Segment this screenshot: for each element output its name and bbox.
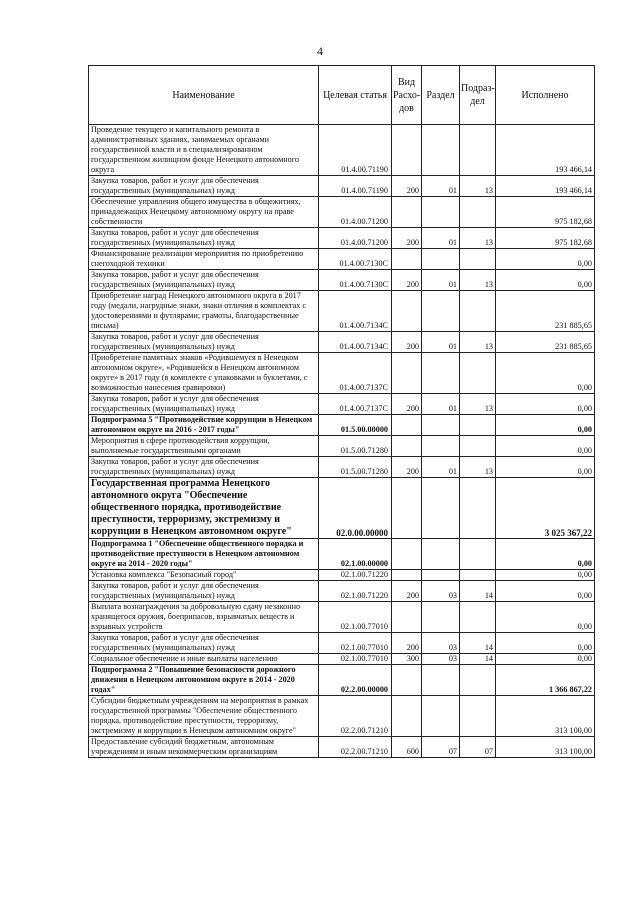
cell-name: Мероприятия в сфере противодействия коррупции, выполняемые государственными органами	[89, 436, 319, 457]
cell-name: Закупка товаров, работ и услуг для обеспечения государственных (муниципальных) нужд	[89, 581, 319, 602]
header-name: Наименование	[89, 66, 319, 125]
cell-executed: 313 100,00	[496, 696, 595, 737]
cell-executed: 3 025 367,22	[496, 478, 595, 539]
cell-name: Субсидии бюджетным учреждениям на мероприятия в рамках государственной программы "Обеспечение общественного порядка, противодействие преступности, терроризму, экстремизму и коррупции в Ненецком автономном округе"	[89, 696, 319, 737]
cell-article: 02.1.00.00000	[319, 539, 392, 570]
header-article: Целевая статья	[319, 66, 392, 125]
cell-article: 01.4.00.71190	[319, 125, 392, 176]
cell-article: 01.5.00.71280	[319, 436, 392, 457]
cell-section	[422, 353, 460, 394]
cell-expense-type	[392, 539, 422, 570]
cell-name: Подпрограмма 2 "Повышение безопасности дорожного движения в Ненецком автономном округе в 2014 - 2020 годах"	[89, 665, 319, 696]
cell-article: 01.4.00.71200	[319, 228, 392, 249]
header-subsection: Подраз- дел	[460, 66, 496, 125]
cell-subsection: 13	[460, 457, 496, 478]
cell-section	[422, 436, 460, 457]
cell-name: Финансирование реализации мероприятия по приобретению снегоходной техники	[89, 249, 319, 270]
cell-section: 01	[422, 394, 460, 415]
cell-executed: 0,00	[496, 457, 595, 478]
cell-subsection	[460, 478, 496, 539]
cell-subsection	[460, 570, 496, 581]
cell-article: 02.1.00.77010	[319, 633, 392, 654]
cell-expense-type: 200	[392, 332, 422, 353]
cell-name: Приобретение памятных знаков «Родившемуся в Ненецком автономном округе», «Родившейся в Ненецком автономном округе» в 2017 году (в комплекте с упаковками и буклетами, с возможностью нанесения гравировки)	[89, 353, 319, 394]
cell-name: Проведение текущего и капитального ремонта в административных зданиях, занимаемых органами государственной власти и в специализированном государственном жилищном фонде Ненецкого автономного округа	[89, 125, 319, 176]
cell-section	[422, 570, 460, 581]
cell-subsection: 13	[460, 394, 496, 415]
cell-article: 02.2.00.71210	[319, 696, 392, 737]
cell-subsection: 13	[460, 228, 496, 249]
cell-expense-type: 200	[392, 394, 422, 415]
cell-section	[422, 539, 460, 570]
cell-executed: 0,00	[496, 602, 595, 633]
cell-section	[422, 125, 460, 176]
cell-article: 01.5.00.71280	[319, 457, 392, 478]
cell-expense-type	[392, 665, 422, 696]
cell-subsection: 13	[460, 332, 496, 353]
cell-section: 01	[422, 457, 460, 478]
cell-section	[422, 478, 460, 539]
cell-expense-type	[392, 125, 422, 176]
cell-subsection	[460, 539, 496, 570]
cell-section	[422, 665, 460, 696]
table-row	[89, 270, 595, 291]
cell-executed: 0,00	[496, 633, 595, 654]
cell-executed: 1 366 867,22	[496, 665, 595, 696]
table-row	[89, 570, 595, 581]
cell-article: 01.4.00.7134С	[319, 291, 392, 332]
cell-section	[422, 415, 460, 436]
cell-executed: 0,00	[496, 353, 595, 394]
cell-executed: 231 885,65	[496, 291, 595, 332]
cell-name: Закупка товаров, работ и услуг для обеспечения государственных (муниципальных) нужд	[89, 633, 319, 654]
cell-executed: 975 182,68	[496, 228, 595, 249]
cell-section: 01	[422, 176, 460, 197]
table-row	[89, 654, 595, 665]
table-row	[89, 176, 595, 197]
cell-article: 02.1.00.77010	[319, 602, 392, 633]
cell-executed: 0,00	[496, 436, 595, 457]
cell-section	[422, 696, 460, 737]
cell-article: 01.4.00.71190	[319, 176, 392, 197]
cell-expense-type: 200	[392, 581, 422, 602]
cell-section	[422, 197, 460, 228]
table-row	[89, 249, 595, 270]
cell-executed: 0,00	[496, 249, 595, 270]
cell-expense-type	[392, 249, 422, 270]
cell-name: Установка комплекса "Безопасный город"	[89, 570, 319, 581]
cell-subsection: 14	[460, 633, 496, 654]
table-row	[89, 394, 595, 415]
cell-executed: 231 885,65	[496, 332, 595, 353]
cell-name: Выплата вознаграждения за добровольную сдачу незаконно хранящегося оружия, боеприпасов, взрывчатых веществ и взрывных устройств	[89, 602, 319, 633]
cell-executed: 0,00	[496, 270, 595, 291]
cell-article: 01.4.00.7137С	[319, 394, 392, 415]
cell-expense-type	[392, 602, 422, 633]
cell-expense-type: 300	[392, 654, 422, 665]
cell-subsection	[460, 197, 496, 228]
cell-expense-type: 200	[392, 457, 422, 478]
cell-subsection	[460, 353, 496, 394]
cell-subsection	[460, 696, 496, 737]
cell-executed: 313 100,00	[496, 737, 595, 758]
table-row	[89, 332, 595, 353]
cell-executed: 0,00	[496, 570, 595, 581]
cell-section: 01	[422, 332, 460, 353]
cell-expense-type	[392, 436, 422, 457]
table-row	[89, 665, 595, 696]
table-row	[89, 581, 595, 602]
table-row	[89, 228, 595, 249]
cell-expense-type: 600	[392, 737, 422, 758]
cell-name: Закупка товаров, работ и услуг для обеспечения государственных (муниципальных) нужд	[89, 457, 319, 478]
cell-subsection: 14	[460, 654, 496, 665]
cell-executed: 0,00	[496, 415, 595, 436]
cell-article: 01.4.00.7137С	[319, 353, 392, 394]
table-row	[89, 737, 595, 758]
cell-name: Закупка товаров, работ и услуг для обеспечения государственных (муниципальных) нужд	[89, 394, 319, 415]
budget-table	[88, 65, 595, 758]
cell-expense-type	[392, 570, 422, 581]
cell-section: 03	[422, 581, 460, 602]
cell-article: 01.4.00.7130С	[319, 249, 392, 270]
cell-executed: 0,00	[496, 539, 595, 570]
table-row	[89, 436, 595, 457]
header-expense-type: Вид Расхо- дов	[392, 66, 422, 125]
table-row	[89, 197, 595, 228]
cell-expense-type	[392, 478, 422, 539]
header-executed: Исполнено	[496, 66, 595, 125]
cell-subsection	[460, 415, 496, 436]
cell-section: 07	[422, 737, 460, 758]
cell-name: Закупка товаров, работ и услуг для обеспечения государственных (муниципальных) нужд	[89, 228, 319, 249]
cell-article: 02.0.00.00000	[319, 478, 392, 539]
cell-expense-type	[392, 197, 422, 228]
cell-section	[422, 602, 460, 633]
table-row	[89, 353, 595, 394]
table-header-row	[89, 66, 595, 125]
cell-name: Закупка товаров, работ и услуг для обеспечения государственных (муниципальных) нужд	[89, 270, 319, 291]
cell-subsection	[460, 125, 496, 176]
cell-subsection	[460, 665, 496, 696]
cell-subsection	[460, 249, 496, 270]
cell-article: 02.2.00.00000	[319, 665, 392, 696]
cell-section: 01	[422, 270, 460, 291]
cell-executed: 975 182,68	[496, 197, 595, 228]
header-section: Раздел	[422, 66, 460, 125]
cell-subsection	[460, 602, 496, 633]
cell-subsection	[460, 436, 496, 457]
cell-subsection: 13	[460, 176, 496, 197]
cell-article: 01.4.00.7130С	[319, 270, 392, 291]
table-row	[89, 415, 595, 436]
cell-expense-type: 200	[392, 176, 422, 197]
cell-name: Закупка товаров, работ и услуг для обеспечения государственных (муниципальных) нужд	[89, 332, 319, 353]
cell-expense-type	[392, 696, 422, 737]
cell-subsection: 07	[460, 737, 496, 758]
cell-expense-type	[392, 415, 422, 436]
cell-executed: 193 466,14	[496, 176, 595, 197]
cell-subsection: 13	[460, 270, 496, 291]
table-row	[89, 478, 595, 539]
cell-section: 03	[422, 654, 460, 665]
cell-article: 01.4.00.7134С	[319, 332, 392, 353]
table-row	[89, 633, 595, 654]
cell-section: 01	[422, 228, 460, 249]
cell-section: 03	[422, 633, 460, 654]
cell-expense-type: 200	[392, 633, 422, 654]
cell-expense-type: 200	[392, 270, 422, 291]
table-row	[89, 457, 595, 478]
cell-executed: 193 466,14	[496, 125, 595, 176]
cell-executed: 0,00	[496, 654, 595, 665]
table-row	[89, 291, 595, 332]
cell-article: 02.1.00.77010	[319, 654, 392, 665]
cell-name: Закупка товаров, работ и услуг для обеспечения государственных (муниципальных) нужд	[89, 176, 319, 197]
cell-name: Подпрограмма 1 "Обеспечение общественного порядка и противодействие преступности в Ненецком автономном округе на 2014 - 2020 годы"	[89, 539, 319, 570]
cell-expense-type: 200	[392, 228, 422, 249]
cell-name: Обеспечение управления общего имущества в общежитиях, принадлежащих Ненецкому автономному округу на праве собственности	[89, 197, 319, 228]
cell-name: Социальное обеспечение и иные выплаты населению	[89, 654, 319, 665]
table-row	[89, 602, 595, 633]
cell-article: 01.4.00.71200	[319, 197, 392, 228]
cell-executed: 0,00	[496, 394, 595, 415]
cell-name: Государственная программа Ненецкого автономного округа "Обеспечение общественного порядка, противодействие преступности, терроризму, экстремизму и коррупции в Ненецком автономном округе"	[89, 478, 319, 539]
cell-article: 02.1.00.71220	[319, 570, 392, 581]
cell-expense-type	[392, 291, 422, 332]
cell-name: Предоставление субсидий бюджетным, автономным учреждениям и иным некоммерческим организациям	[89, 737, 319, 758]
table-row	[89, 696, 595, 737]
cell-section	[422, 249, 460, 270]
cell-name: Приобретение наград Ненецкого автономного округа в 2017 году (медали, нагрудные знаки, знаки отличия в комплектах с удостоверениями и футлярами; грамоты, благодарственные письма)	[89, 291, 319, 332]
cell-subsection: 14	[460, 581, 496, 602]
table-row	[89, 539, 595, 570]
page-number: 4	[317, 44, 323, 58]
cell-article: 02.1.00.71220	[319, 581, 392, 602]
cell-article: 02.2.00.71210	[319, 737, 392, 758]
cell-executed: 0,00	[496, 581, 595, 602]
cell-expense-type	[392, 353, 422, 394]
cell-article: 01.5.00.00000	[319, 415, 392, 436]
cell-section	[422, 291, 460, 332]
table-row	[89, 125, 595, 176]
cell-name: Подпрограмма 5 "Противодействие коррупции в Ненецком автономном округе на 2016 - 2017 годы"	[89, 415, 319, 436]
cell-subsection	[460, 291, 496, 332]
